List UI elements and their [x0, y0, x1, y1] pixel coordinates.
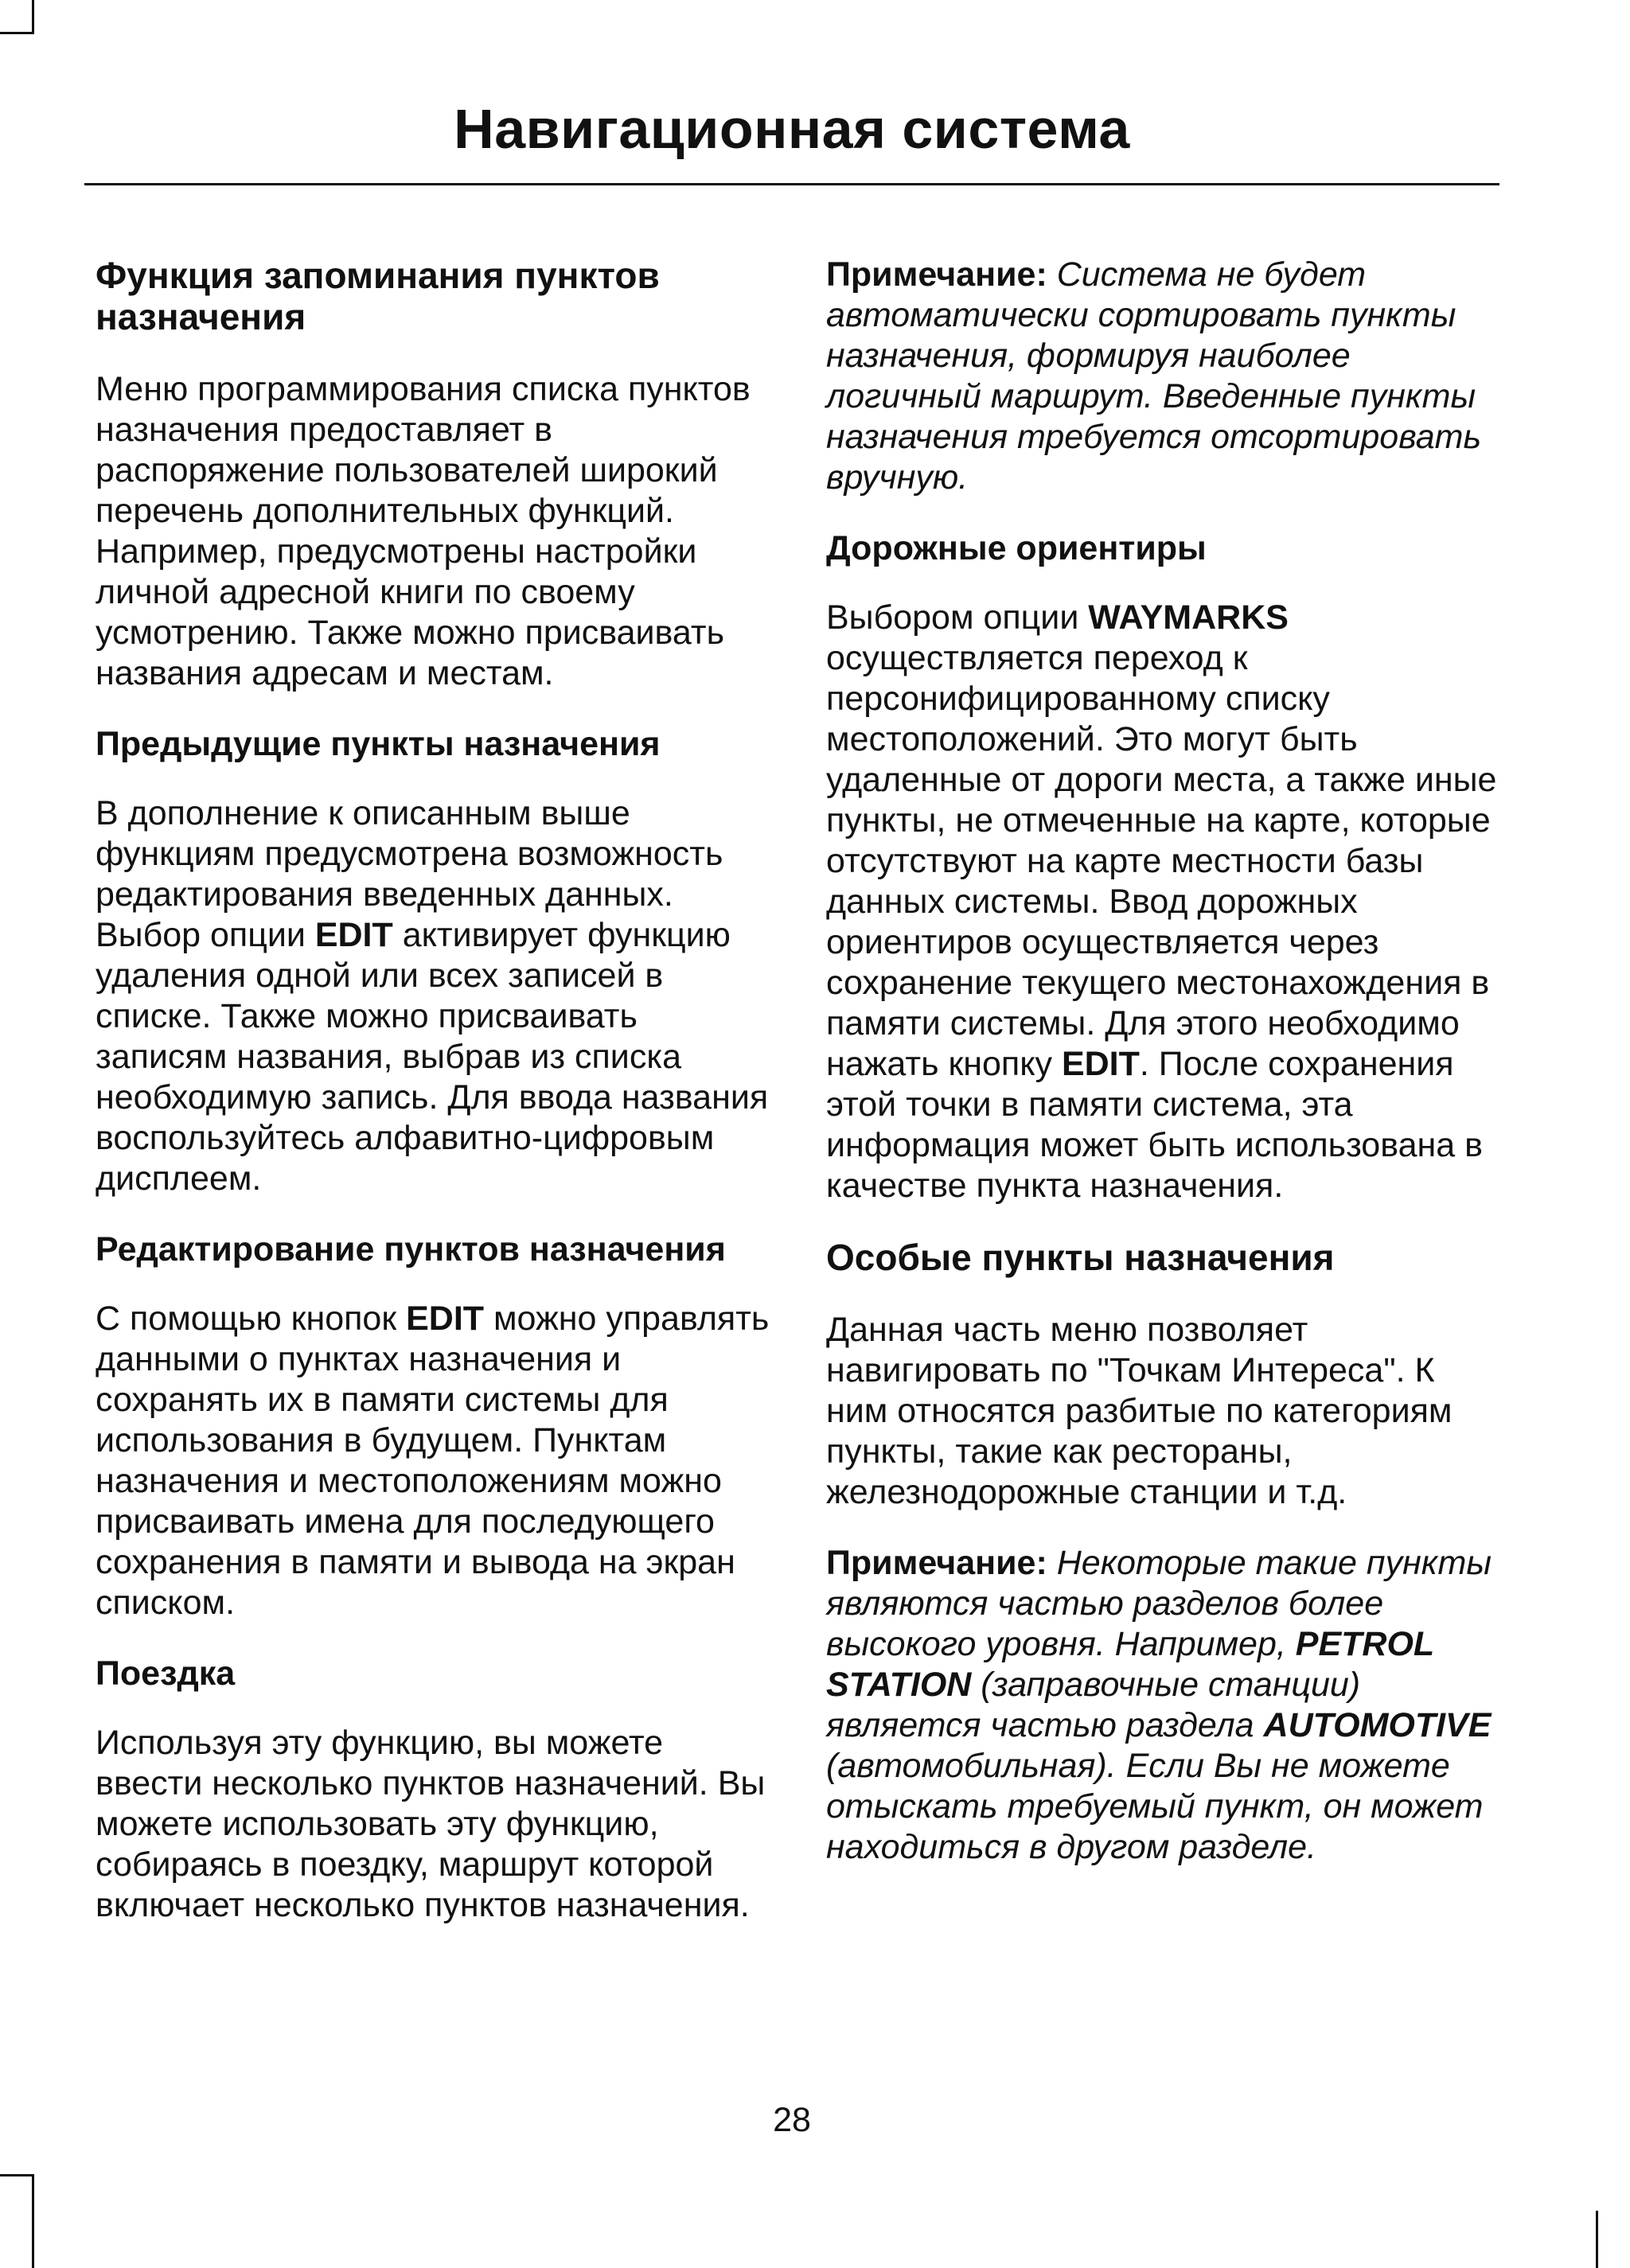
text-run: . После сохранения этой точки в памяти система, эта информация может быть использована в качестве пункта назначения.: [826, 1045, 1483, 1205]
crop-mark-top-left-h: [0, 32, 34, 34]
text-run: Выбором опции: [826, 598, 1089, 637]
section-heading-waymarks: Дорожные ориентиры: [826, 529, 1207, 567]
note-label: Примечание:: [826, 1544, 1047, 1582]
option-petrol-station: PETROL STATION: [826, 1625, 1434, 1704]
note-categories: [826, 1543, 1503, 1868]
text-run: активирует функцию удаления одной или всех записей в списке. Также можно присваивать записям названия, выбрав из списка необходимую запись. Для ввода названия воспользуйтесь алфавитно-цифровым дисплеем.: [96, 916, 769, 1198]
text-run: осуществляется переход к персонифицированному списку местоположений. Это могут быть удаленные от дороги места, а также иные пункты, не отмеченные на карте, которые отсутствуют на карте местности базы данных системы. Ввод дорожных ориентиров осуществляется через сохранение текущего местонахождения в памяти системы. Для этого необходимо нажать кнопку: [826, 639, 1497, 1083]
paragraph-destination-memory: Меню программирования списка пунктов назначения предоставляет в распоряжение пользователей широкий перечень дополнительных функций. Например, предусмотрены настройки личной адресной книги по своему усмотрению. Также можно присваивать названия адресам и местам.: [96, 370, 751, 692]
option-automotive: AUTOMOTIVE: [1263, 1706, 1492, 1744]
text-run: (автомобильная). Если Вы не можете отыскать требуемый пункт, он может находиться в другом разделе.: [826, 1747, 1484, 1866]
crop-mark-top-left-v: [32, 0, 34, 33]
section-heading-special-destinations: Особые пункты назначения: [826, 1237, 1335, 1278]
option-edit: EDIT: [314, 916, 393, 954]
note-text: [826, 1544, 1492, 1866]
paragraph-edit-destinations: [96, 1299, 772, 1623]
page-number: 28: [773, 2101, 811, 2139]
section-heading-destination-memory: Функция запоминания пунктов назначения: [96, 255, 660, 337]
note-label: Примечание:: [826, 255, 1047, 294]
note-text: Система не будет автоматически сортировать пункты назначения, формируя наиболее логичный маршрут. Введенные пункты назначения требуется отсортировать вручную.: [826, 255, 1482, 497]
crop-mark-bottom-left-h: [0, 2174, 34, 2176]
crop-mark-bottom-left-v: [32, 2174, 34, 2268]
left-column: [96, 255, 772, 1956]
section-heading-trip: Поездка: [96, 1654, 236, 1693]
option-edit: EDIT: [1061, 1045, 1140, 1083]
paragraph-waymarks: [826, 598, 1503, 1206]
paragraph-special-destinations: Данная часть меню позволяет навигировать по "Точкам Интереса". К ним относятся разбитые по категориям пункты, такие как рестораны, железнодорожные станции и т.д.: [826, 1311, 1453, 1511]
text-run: (заправочные станции) является частью раздела: [826, 1666, 1361, 1744]
text-run: Некоторые такие пункты являются частью разделов более высокого уровня. Например,: [826, 1544, 1492, 1663]
page-title: Навигационная система: [454, 98, 1130, 160]
text-run: можно управлять данными о пунктах назначения и сохранять их в памяти системы для использования в будущем. Пунктам назначения и местоположениям можно присваивать имена для последующего сохранения в памяти и вывода на экран списком.: [96, 1300, 770, 1622]
option-edit: EDIT: [406, 1300, 485, 1338]
paragraph-trip: Используя эту функцию, вы можете ввести несколько пунктов назначений. Вы можете использовать эту функцию, собираясь в поездку, маршрут которой включает несколько пунктов назначения.: [96, 1724, 766, 1924]
crop-mark-bottom-right-v: [1596, 2211, 1598, 2268]
paragraph-previous-destinations: [96, 793, 772, 1199]
text-run: В дополнение к описанным выше функциям предусмотрена возможность редактирования введенных данных. Выбор опции: [96, 794, 723, 954]
note-sorting: [826, 255, 1503, 498]
title-divider: [84, 183, 1499, 185]
right-column: [826, 255, 1503, 1898]
option-waymarks: WAYMARKS: [1088, 598, 1289, 637]
section-heading-previous-destinations: Предыдущие пункты назначения: [96, 725, 661, 763]
text-run: С помощью кнопок: [96, 1300, 407, 1338]
section-heading-edit-destinations: Редактирование пунктов назначения: [96, 1230, 726, 1268]
